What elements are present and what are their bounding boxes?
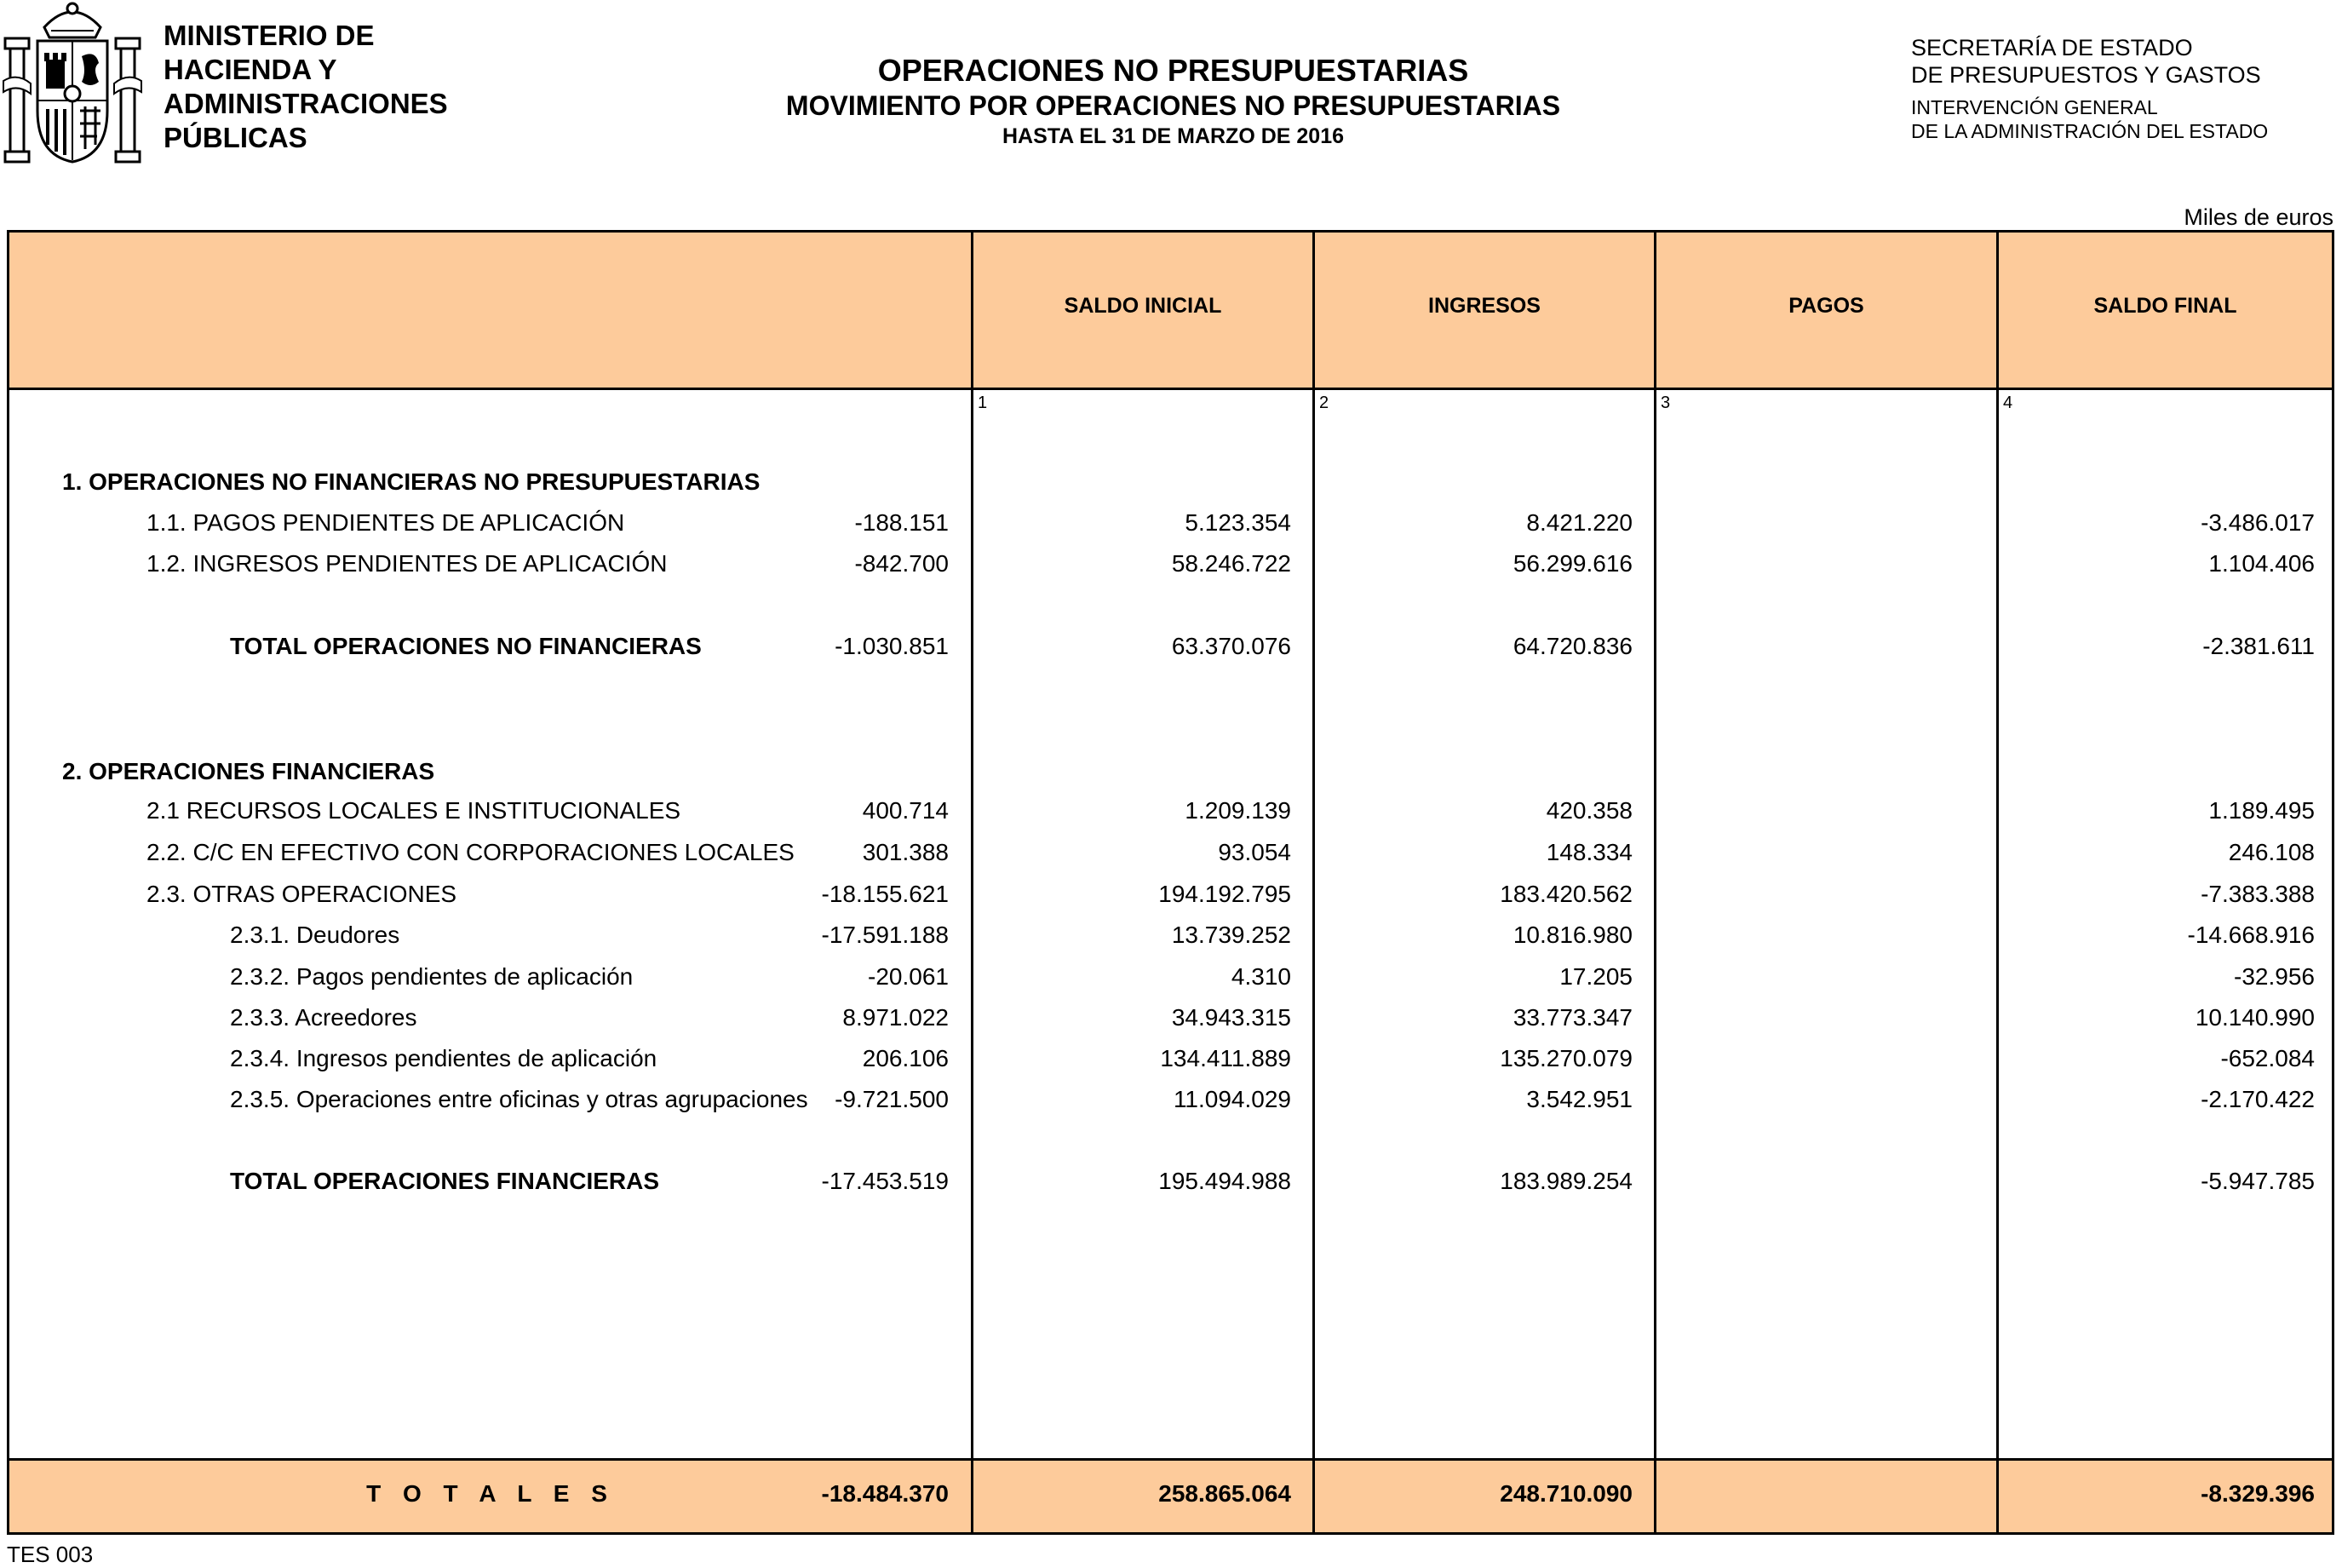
ministry-name	[164, 19, 448, 155]
table-row	[0, 1042, 2342, 1076]
intervencion-line: INTERVENCIÓN GENERAL	[1911, 96, 2158, 118]
ministry-line: HACIENDA Y	[164, 54, 337, 85]
report-titles	[596, 53, 1750, 150]
cell-ingresos: 11.094.029	[1173, 1086, 1291, 1112]
column-header: SALDO INICIAL	[1064, 294, 1222, 318]
row-label: 1. OPERACIONES NO FINANCIERAS NO PRESUPUESTARIAS	[62, 468, 761, 495]
cell-saldo-inicial: -17.453.519	[821, 1168, 949, 1194]
cell-saldo-inicial: -9.721.500	[835, 1086, 949, 1112]
cell-pagos: 183.989.254	[1500, 1168, 1633, 1194]
cell-pagos: 183.420.562	[1500, 881, 1633, 907]
cell-saldo-final: -652.084	[2220, 1045, 2315, 1071]
ministry-line: PÚBLICAS	[164, 122, 307, 153]
cell-ingresos: 1.209.139	[1185, 797, 1291, 824]
row-label: TOTAL OPERACIONES NO FINANCIERAS	[230, 633, 702, 659]
column-number: 2	[1319, 393, 1329, 412]
row-label: TOTAL OPERACIONES FINANCIERAS	[230, 1168, 660, 1194]
ministry-line: ADMINISTRACIONES	[164, 88, 448, 119]
column-number: 3	[1661, 393, 1671, 412]
table-row	[0, 918, 2342, 952]
cell-pagos: 33.773.347	[1513, 1004, 1633, 1031]
secretaria-line: SECRETARÍA DE ESTADO	[1911, 35, 2193, 60]
row-label: 2.2. C/C EN EFECTIVO CON CORPORACIONES LOCALES	[146, 839, 795, 865]
cell-saldo-final: 246.108	[2228, 839, 2315, 865]
cell-pagos: 420.358	[1546, 797, 1633, 824]
cell-ingresos: 194.192.795	[1158, 881, 1291, 907]
cell-saldo-inicial: -17.591.188	[821, 922, 949, 948]
cell-saldo-final: -7.383.388	[2201, 881, 2315, 907]
table-row	[0, 794, 2342, 828]
cell-saldo-final: -14.668.916	[2187, 922, 2315, 948]
cell-saldo-final: 10.140.990	[2195, 1004, 2315, 1031]
total-saldo-inicial: -18.484.370	[821, 1480, 949, 1507]
column-number: 1	[978, 393, 988, 412]
table-row	[0, 755, 2342, 789]
cell-saldo-final: 1.104.406	[2208, 550, 2315, 577]
page-subtitle: MOVIMIENTO POR OPERACIONES NO PRESUPUESTARIAS	[785, 90, 1561, 121]
cell-ingresos: 195.494.988	[1158, 1168, 1291, 1194]
column-header: SALDO FINAL	[2093, 294, 2237, 318]
units-label: Miles de euros	[2184, 204, 2333, 230]
cell-pagos: 10.816.980	[1513, 922, 1633, 948]
cell-saldo-final: -2.170.422	[2201, 1086, 2315, 1112]
cell-ingresos: 58.246.722	[1171, 550, 1291, 577]
intervencion-line: DE LA ADMINISTRACIÓN DEL ESTADO	[1911, 120, 2269, 142]
cell-saldo-inicial: -188.151	[854, 509, 949, 536]
cell-saldo-final: 1.189.495	[2208, 797, 2315, 824]
cell-saldo-inicial: 206.106	[862, 1045, 949, 1071]
cell-pagos: 3.542.951	[1526, 1086, 1633, 1112]
totals-label: T O T A L E S	[366, 1480, 615, 1507]
row-label: 2. OPERACIONES FINANCIERAS	[62, 758, 435, 784]
table-row	[0, 1001, 2342, 1035]
coat-of-arms-icon	[0, 0, 145, 170]
ministry-line: MINISTERIO DE	[164, 20, 375, 51]
document-code: TES 003	[7, 1542, 94, 1567]
cell-saldo-inicial: 301.388	[862, 839, 949, 865]
row-label: 2.1 RECURSOS LOCALES E INSTITUCIONALES	[146, 797, 681, 824]
row-label: 2.3.3. Acreedores	[230, 1004, 417, 1031]
total-ingresos: 258.865.064	[1158, 1480, 1291, 1507]
row-label: 1.1. PAGOS PENDIENTES DE APLICACIÓN	[146, 509, 625, 536]
table-row	[0, 960, 2342, 994]
cell-saldo-inicial: 400.714	[862, 797, 949, 824]
cell-pagos: 8.421.220	[1526, 509, 1633, 536]
cell-ingresos: 34.943.315	[1171, 1004, 1291, 1031]
row-label: 2.3.5. Operaciones entre oficinas y otras agrupaciones	[230, 1086, 808, 1112]
cell-ingresos: 93.054	[1218, 839, 1291, 865]
row-label: 2.3. OTRAS OPERACIONES	[146, 881, 457, 907]
cell-pagos: 148.334	[1546, 839, 1633, 865]
cell-ingresos: 134.411.889	[1160, 1045, 1291, 1071]
column-header: PAGOS	[1788, 294, 1864, 318]
column-number: 4	[2003, 393, 2013, 412]
table-row	[0, 1083, 2342, 1117]
table-row	[0, 465, 2342, 499]
cell-saldo-final: -5.947.785	[2201, 1168, 2315, 1194]
cell-saldo-final: -3.486.017	[2201, 509, 2315, 536]
column-header: INGRESOS	[1428, 294, 1541, 318]
cell-ingresos: 13.739.252	[1171, 922, 1291, 948]
cell-saldo-inicial: -842.700	[854, 550, 949, 577]
cell-saldo-inicial: 8.971.022	[842, 1004, 949, 1031]
cell-pagos: 56.299.616	[1513, 550, 1633, 577]
row-label: 1.2. INGRESOS PENDIENTES DE APLICACIÓN	[146, 550, 668, 577]
page-title: OPERACIONES NO PRESUPUESTARIAS	[877, 53, 1469, 88]
total-pagos: 248.710.090	[1500, 1480, 1633, 1507]
cell-ingresos: 4.310	[1231, 963, 1291, 990]
table-row	[0, 506, 2342, 540]
cell-ingresos: 63.370.076	[1171, 633, 1291, 659]
total-saldo-final: -8.329.396	[2201, 1480, 2315, 1507]
cell-saldo-inicial: -18.155.621	[821, 881, 949, 907]
cell-pagos: 135.270.079	[1500, 1045, 1633, 1071]
cell-pagos: 17.205	[1559, 963, 1633, 990]
cell-saldo-final: -32.956	[2234, 963, 2315, 990]
row-label: 2.3.2. Pagos pendientes de aplicación	[230, 963, 634, 990]
table-row	[0, 547, 2342, 581]
cell-pagos: 64.720.836	[1513, 633, 1633, 659]
row-label: 2.3.1. Deudores	[230, 922, 400, 948]
cell-saldo-inicial: -1.030.851	[835, 633, 949, 659]
report-period: HASTA EL 31 DE MARZO DE 2016	[1002, 124, 1345, 148]
table-row	[0, 1164, 2342, 1198]
secretaria-line: DE PRESUPUESTOS Y GASTOS	[1911, 62, 2261, 88]
cell-saldo-inicial: -20.061	[868, 963, 949, 990]
row-label: 2.3.4. Ingresos pendientes de aplicación	[230, 1045, 657, 1071]
issuing-office	[1911, 34, 2268, 143]
cell-saldo-final: -2.381.611	[2202, 633, 2315, 659]
cell-ingresos: 5.123.354	[1185, 509, 1291, 536]
table-row	[0, 877, 2342, 911]
table-row	[0, 629, 2342, 663]
table-row	[0, 836, 2342, 870]
